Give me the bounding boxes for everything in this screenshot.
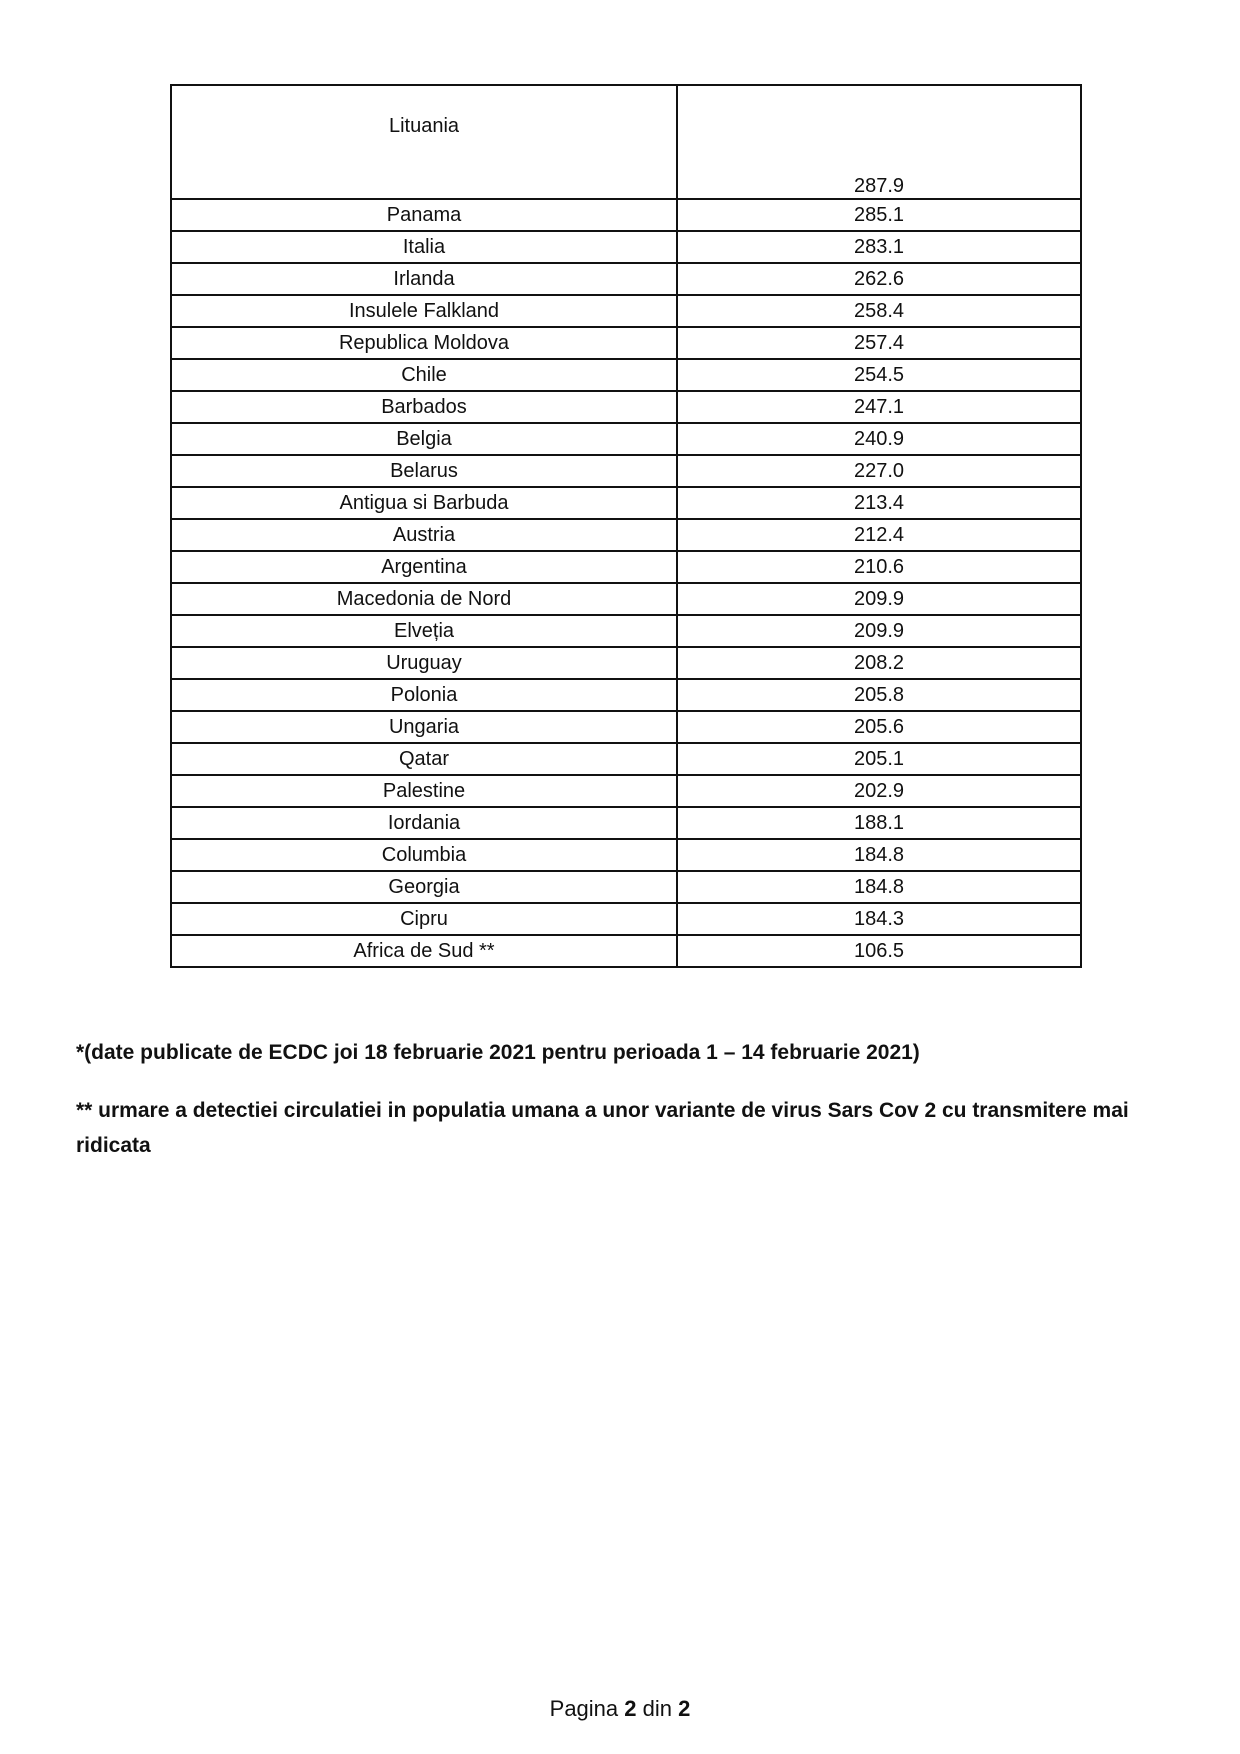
country-cell: Irlanda	[171, 263, 677, 295]
country-cell: Barbados	[171, 391, 677, 423]
table-row	[171, 231, 1081, 263]
value-cell: 188.1	[677, 807, 1081, 839]
value-cell: 210.6	[677, 551, 1081, 583]
country-cell: Macedonia de Nord	[171, 583, 677, 615]
table-row	[171, 679, 1081, 711]
value-cell: 247.1	[677, 391, 1081, 423]
value-cell: 240.9	[677, 423, 1081, 455]
table-row	[171, 711, 1081, 743]
table-row	[171, 295, 1081, 327]
country-cell: Africa de Sud **	[171, 935, 677, 967]
value-cell: 205.8	[677, 679, 1081, 711]
source-note: *(date publicate de ECDC joi 18 februarie 2021 pentru perioada 1 – 14 februarie 2021)	[76, 1041, 920, 1064]
table-row	[171, 85, 1081, 199]
value-cell: 257.4	[677, 327, 1081, 359]
table-row	[171, 903, 1081, 935]
page-footer	[0, 1696, 1240, 1722]
footer-prefix: Pagina	[549, 1696, 625, 1721]
table-row	[171, 391, 1081, 423]
value-cell: 205.1	[677, 743, 1081, 775]
value-cell: 285.1	[677, 199, 1081, 231]
country-cell: Belarus	[171, 455, 677, 487]
value-cell: 283.1	[677, 231, 1081, 263]
total-page-number: 2	[678, 1696, 691, 1721]
table-row	[171, 455, 1081, 487]
country-cell: Lituania	[171, 85, 677, 199]
incidence-table-body	[171, 85, 1081, 967]
current-page-number: 2	[624, 1696, 637, 1721]
footer-middle: din	[636, 1696, 679, 1721]
table-row	[171, 583, 1081, 615]
table-row	[171, 935, 1081, 967]
value-cell: 254.5	[677, 359, 1081, 391]
country-cell: Panama	[171, 199, 677, 231]
country-cell: Italia	[171, 231, 677, 263]
table-row	[171, 487, 1081, 519]
country-cell: Antigua si Barbuda	[171, 487, 677, 519]
value-cell: 212.4	[677, 519, 1081, 551]
table-row	[171, 423, 1081, 455]
value-cell: 184.8	[677, 839, 1081, 871]
value-cell: 258.4	[677, 295, 1081, 327]
country-cell: Austria	[171, 519, 677, 551]
table-row	[171, 199, 1081, 231]
table-row	[171, 519, 1081, 551]
country-cell: Columbia	[171, 839, 677, 871]
country-cell: Argentina	[171, 551, 677, 583]
country-cell: Chile	[171, 359, 677, 391]
table-row	[171, 807, 1081, 839]
value-cell: 262.6	[677, 263, 1081, 295]
country-cell: Palestine	[171, 775, 677, 807]
value-cell: 106.5	[677, 935, 1081, 967]
variant-note: ** urmare a detectiei circulatiei in populatia umana a unor variante de virus Sars Cov 2 cu transmitere mai ridicata	[76, 1099, 1129, 1157]
value-cell: 287.9	[677, 85, 1081, 199]
table-row	[171, 263, 1081, 295]
country-cell: Republica Moldova	[171, 327, 677, 359]
country-cell: Ungaria	[171, 711, 677, 743]
country-cell: Polonia	[171, 679, 677, 711]
value-cell: 209.9	[677, 583, 1081, 615]
country-cell: Insulele Falkland	[171, 295, 677, 327]
value-cell: 208.2	[677, 647, 1081, 679]
table-row	[171, 359, 1081, 391]
country-cell: Elveția	[171, 615, 677, 647]
incidence-table	[170, 84, 1082, 968]
country-cell: Uruguay	[171, 647, 677, 679]
table-row	[171, 743, 1081, 775]
table-row	[171, 839, 1081, 871]
value-cell: 227.0	[677, 455, 1081, 487]
table-row	[171, 775, 1081, 807]
table-row	[171, 551, 1081, 583]
country-cell: Iordania	[171, 807, 677, 839]
value-cell: 209.9	[677, 615, 1081, 647]
country-cell: Belgia	[171, 423, 677, 455]
table-row	[171, 871, 1081, 903]
value-cell: 184.3	[677, 903, 1081, 935]
table-row	[171, 327, 1081, 359]
table-row	[171, 647, 1081, 679]
country-cell: Cipru	[171, 903, 677, 935]
country-cell: Georgia	[171, 871, 677, 903]
value-cell: 202.9	[677, 775, 1081, 807]
value-cell: 184.8	[677, 871, 1081, 903]
country-cell: Qatar	[171, 743, 677, 775]
table-row	[171, 615, 1081, 647]
value-cell: 205.6	[677, 711, 1081, 743]
value-cell: 213.4	[677, 487, 1081, 519]
